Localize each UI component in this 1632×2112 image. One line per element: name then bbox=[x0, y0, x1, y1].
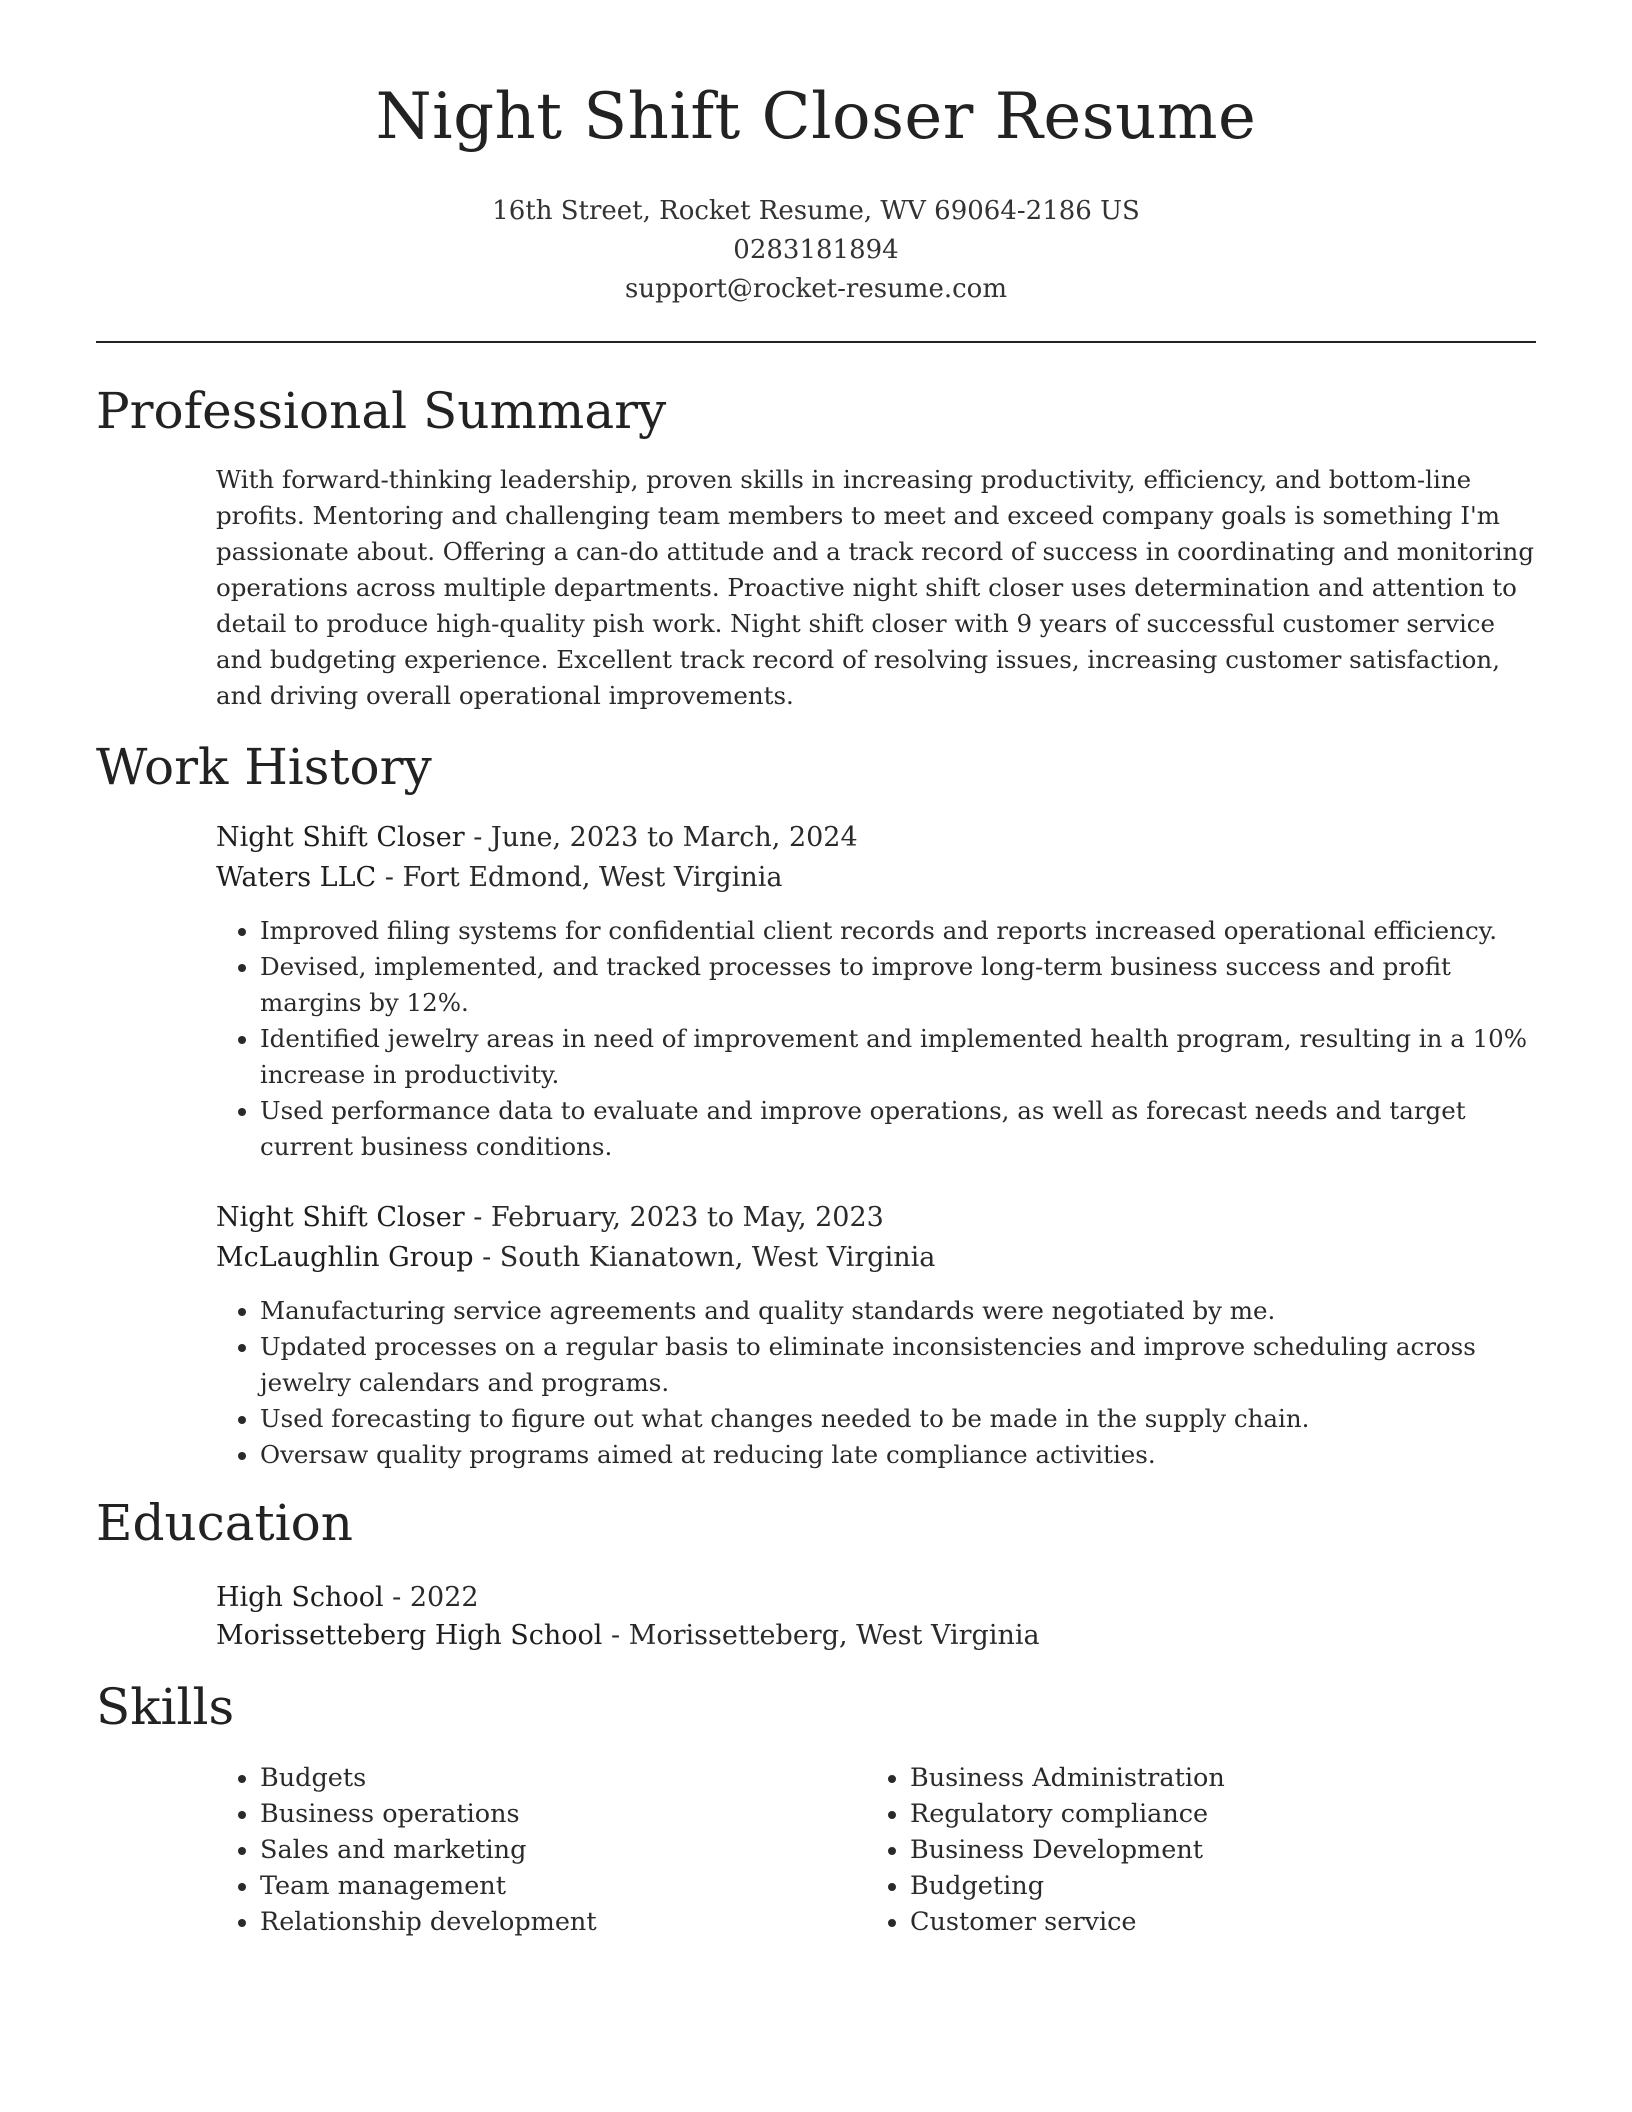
list-item: • Devised, implemented, and tracked processes to improve long-term business success and profit margins by 12%. bbox=[260, 949, 1536, 1021]
list-item: • Oversaw quality programs aimed at reducing late compliance activities. bbox=[260, 1437, 1536, 1473]
contact-email: support@rocket-resume.com bbox=[624, 274, 1007, 304]
list-item: • Identified jewelry areas in need of improvement and implemented health program, resulting in a 10% increase in productivity. bbox=[260, 1021, 1536, 1093]
education-school: Morissetteberg High School bbox=[216, 1620, 603, 1651]
list-item: • Updated processes on a regular basis to eliminate inconsistencies and improve scheduling across jewelry calendars and programs. bbox=[260, 1329, 1536, 1401]
list-item: • Manufacturing service agreements and quality standards were negotiated by me. bbox=[260, 1293, 1536, 1329]
skill-item: • Business operations bbox=[260, 1796, 856, 1832]
skill-item: • Sales and marketing bbox=[260, 1832, 856, 1868]
job-company-line bbox=[216, 1238, 1536, 1278]
skill-item: • Budgeting bbox=[910, 1868, 1526, 1904]
education-school-line bbox=[216, 1616, 1536, 1656]
education-degree: High School bbox=[216, 1582, 384, 1613]
list-item: • Used forecasting to figure out what changes needed to be made in the supply chain. bbox=[260, 1401, 1536, 1437]
education-degree-line bbox=[216, 1578, 1536, 1618]
job-title: Night Shift Closer bbox=[216, 1202, 465, 1233]
job-title-line bbox=[216, 818, 1536, 858]
work-history-heading: Work History bbox=[96, 738, 432, 796]
job-bullets bbox=[216, 1293, 1536, 1473]
job-company: Waters LLC bbox=[216, 862, 377, 893]
job-company: McLaughlin Group bbox=[216, 1242, 474, 1273]
education-location: - Morissetteberg, West Virginia bbox=[602, 1620, 1040, 1651]
skills-list-left bbox=[216, 1760, 856, 1940]
education-year: - 2022 bbox=[383, 1582, 479, 1613]
skill-item: • Budgets bbox=[260, 1760, 856, 1796]
skill-item: • Customer service bbox=[910, 1904, 1526, 1940]
summary-heading: Professional Summary bbox=[96, 382, 667, 440]
summary-text: With forward-thinking leadership, proven skills in increasing productivity, efficiency, and bottom-line profits. Mentoring and challenging team members to meet and exceed company goals is something I'm passionate about. Offering a can-do attitude and a track record of success in coordinating and monitoring operations across multiple departments. Proactive night shift closer uses determination and attention to detail to produce high-quality pish work. Night shift closer with 9 years of successful customer service and budgeting experience. Excellent track record of resolving issues, increasing customer satisfaction, and driving overall operational improvements. bbox=[216, 465, 1534, 710]
skill-item: • Business Administration bbox=[910, 1760, 1526, 1796]
resume-title: Night Shift Closer Resume bbox=[375, 80, 1257, 154]
job-title-line bbox=[216, 1198, 1536, 1238]
job-location: - South Kianatown, West Virginia bbox=[473, 1242, 936, 1273]
list-item: • Improved filing systems for confidential client records and reports increased operational efficiency. bbox=[260, 913, 1536, 949]
job-company-line bbox=[216, 858, 1536, 898]
skill-item: • Team management bbox=[260, 1868, 856, 1904]
header-divider bbox=[96, 341, 1536, 343]
job-dates: - February, 2023 to May, 2023 bbox=[464, 1202, 884, 1233]
skills-heading: Skills bbox=[96, 1678, 235, 1736]
job-location: - Fort Edmond, West Virginia bbox=[376, 862, 783, 893]
job-title: Night Shift Closer bbox=[216, 822, 465, 853]
job-dates: - June, 2023 to March, 2024 bbox=[464, 822, 858, 853]
education-heading: Education bbox=[96, 1494, 353, 1552]
contact-phone: 0283181894 bbox=[733, 235, 899, 265]
skill-item: • Business Development bbox=[910, 1832, 1526, 1868]
contact-block bbox=[0, 192, 1632, 309]
job-bullets bbox=[216, 913, 1536, 1165]
skill-item: • Regulatory compliance bbox=[910, 1796, 1526, 1832]
skill-item: • Relationship development bbox=[260, 1904, 856, 1940]
skills-list-right bbox=[866, 1760, 1526, 1940]
list-item: • Used performance data to evaluate and improve operations, as well as forecast needs and target current business conditions. bbox=[260, 1093, 1536, 1165]
contact-address: 16th Street, Rocket Resume, WV 69064-2186 US bbox=[492, 196, 1140, 226]
